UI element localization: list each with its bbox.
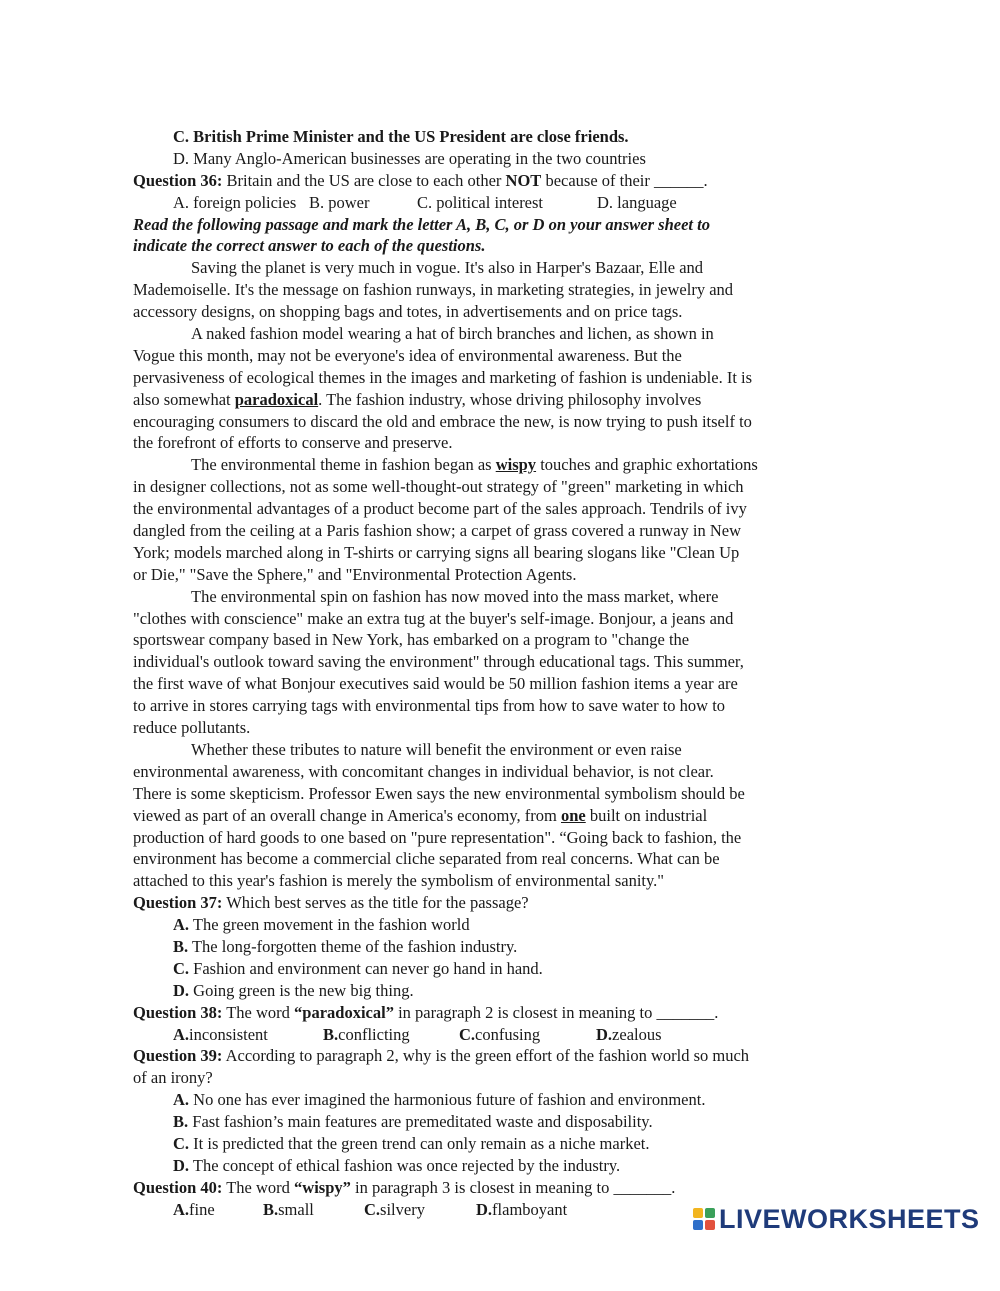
passage-line: Vogue this month, may not be everyone's idea of environmental awareness. But the — [133, 345, 682, 365]
liveworksheets-logo[interactable] — [693, 1203, 980, 1235]
q38-option-c[interactable]: C.confusing — [459, 1024, 541, 1044]
passage-line: viewed as part of an overall change in America's economy, from one built on industrial — [133, 805, 708, 825]
q40-option-b[interactable]: B.small — [263, 1199, 314, 1219]
keyword-one: one — [561, 805, 586, 825]
q40-option-a[interactable]: A.fine — [173, 1199, 215, 1219]
q39-option-c[interactable]: C. It is predicted that the green trend can only remain as a niche market. — [173, 1133, 650, 1153]
passage-line: the first wave of what Bonjour executives said would be 50 million fashion items a year are — [133, 674, 738, 694]
q36-options — [133, 192, 853, 214]
passage-line: environment has become a commercial cliche separated from real concerns. What can be — [133, 849, 720, 869]
passage-line: Saving the planet is very much in vogue. It's also in Harper's Bazaar, Elle and — [191, 258, 704, 278]
logo-square — [693, 1220, 703, 1230]
logo-square — [693, 1208, 703, 1218]
logo-text: LIVEWORKSHEETS — [719, 1203, 980, 1234]
passage-line: "clothes with conscience" make an extra tug at the buyer's self-image. Bonjour, a jeans and — [133, 608, 734, 628]
question-38: Question 38: The word “paradoxical” in paragraph 2 is closest in meaning to _______. — [133, 1002, 719, 1022]
passage-line: production of hard goods to one based on "pure representation". “Going back to fashion, the — [133, 827, 742, 847]
q38-option-b[interactable]: B.conflicting — [323, 1024, 410, 1044]
passage-line: in designer collections, not as some well-thought-out strategy of "green" marketing in which — [133, 477, 744, 497]
passage-line: accessory designs, on shopping bags and totes, in advertisements and on price tags. — [133, 302, 683, 322]
q37-option-d[interactable]: D. Going green is the new big thing. — [173, 980, 414, 1000]
question-40: Question 40: The word “wispy” in paragraph 3 is closest in meaning to _______. — [133, 1177, 676, 1197]
keyword-wispy: wispy — [495, 455, 537, 475]
q39-option-b[interactable]: B. Fast fashion’s main features are premeditated waste and disposability. — [173, 1112, 653, 1132]
instruction-line: Read the following passage and mark the letter A, B, C, or D on your answer sheet to — [133, 214, 710, 234]
question-39: Question 39: According to paragraph 2, why is the green effort of the fashion world so much — [133, 1046, 750, 1066]
q35-option-c: C. British Prime Minister and the US President are close friends. — [173, 127, 629, 146]
passage-line: to arrive in stores carrying tags with environmental tips from how to save water to how to — [133, 696, 726, 716]
worksheet-content — [133, 126, 853, 1221]
passage-line: pervasiveness of ecological themes in the images and marketing of fashion is undeniable. It is — [133, 367, 753, 387]
passage-line: The environmental theme in fashion began as wispy touches and graphic exhortations — [191, 455, 758, 475]
passage-line: There is some skepticism. Professor Ewen says the new environmental symbolism should be — [133, 783, 745, 803]
question-37: Question 37: Which best serves as the title for the passage? — [133, 893, 529, 913]
q39-option-d[interactable]: D. The concept of ethical fashion was once rejected by the industry. — [173, 1155, 621, 1175]
passage-line: A naked fashion model wearing a hat of birch branches and lichen, as shown in — [191, 324, 714, 344]
keyword-paradoxical: paradoxical — [234, 389, 319, 409]
passage-line: environmental awareness, with concomitant changes in individual behavior, is not clear. — [133, 761, 714, 781]
q37-option-c[interactable]: C. Fashion and environment can never go hand in hand. — [173, 958, 543, 978]
liveworksheets-mark-icon — [693, 1208, 715, 1230]
passage-line: the forefront of efforts to conserve and preserve. — [133, 433, 453, 453]
passage-line: dangled from the ceiling at a Paris fashion show; a carpet of grass covered a runway in New — [133, 521, 742, 541]
q37-option-a[interactable]: A. The green movement in the fashion world — [173, 915, 470, 935]
instruction-line: indicate the correct answer to each of the questions. — [133, 236, 486, 256]
passage-line: The environmental spin on fashion has now moved into the mass market, where — [191, 586, 719, 606]
passage-line: sportswear company based in New York, has embarked on a program to "change the — [133, 630, 690, 650]
q39-option-a[interactable]: A. No one has ever imagined the harmonious future of fashion and environment. — [173, 1090, 706, 1110]
q37-option-b[interactable]: B. The long-forgotten theme of the fashion industry. — [173, 936, 518, 956]
passage-line: Whether these tributes to nature will benefit the environment or even raise — [191, 739, 682, 759]
question-39-cont: of an irony? — [133, 1068, 213, 1088]
passage-line: Mademoiselle. It's the message on fashion runways, in marketing strategies, in jewelry and — [133, 280, 734, 300]
passage-line: reduce pollutants. — [133, 718, 251, 738]
q40-option-c[interactable]: C.silvery — [364, 1199, 425, 1219]
q38-option-d[interactable]: D.zealous — [596, 1024, 662, 1044]
q38-option-a[interactable]: A.inconsistent — [173, 1024, 268, 1044]
q35-option-d: D. Many Anglo-American businesses are operating in the two countries — [173, 148, 646, 168]
q36-option-a: A. foreign policies — [173, 192, 297, 212]
logo-square — [705, 1208, 715, 1218]
passage-line: the environmental advantages of a product become part of the sales approach. Tendrils of ivy — [133, 499, 747, 519]
passage-line: encouraging consumers to discard the old and embrace the new, is now trying to push itself to — [133, 411, 752, 431]
passage-line: attached to this year's fashion is merely the symbolism of environmental sanity." — [133, 871, 665, 891]
logo-square — [705, 1220, 715, 1230]
passage-line: individual's outlook toward saving the environment" through educational tags. This summer, — [133, 652, 744, 672]
q36-option-d: D. language — [597, 192, 677, 212]
passage-line: or Die," "Save the Sphere," and "Environmental Protection Agents. — [133, 564, 577, 584]
passage-line: also somewhat paradoxical. The fashion industry, whose driving philosophy involves — [133, 389, 702, 409]
passage — [133, 257, 853, 892]
passage-line: York; models marched along in T-shirts or carrying signs all bearing slogans like "Clean Up — [133, 542, 740, 562]
q36-option-b: B. power — [309, 192, 370, 212]
question-36: Question 36: Britain and the US are close to each other NOT because of their ______. — [133, 170, 708, 190]
q38-options — [133, 1024, 853, 1046]
q36-option-c: C. political interest — [417, 192, 544, 212]
q40-option-d[interactable]: D.flamboyant — [476, 1199, 568, 1219]
